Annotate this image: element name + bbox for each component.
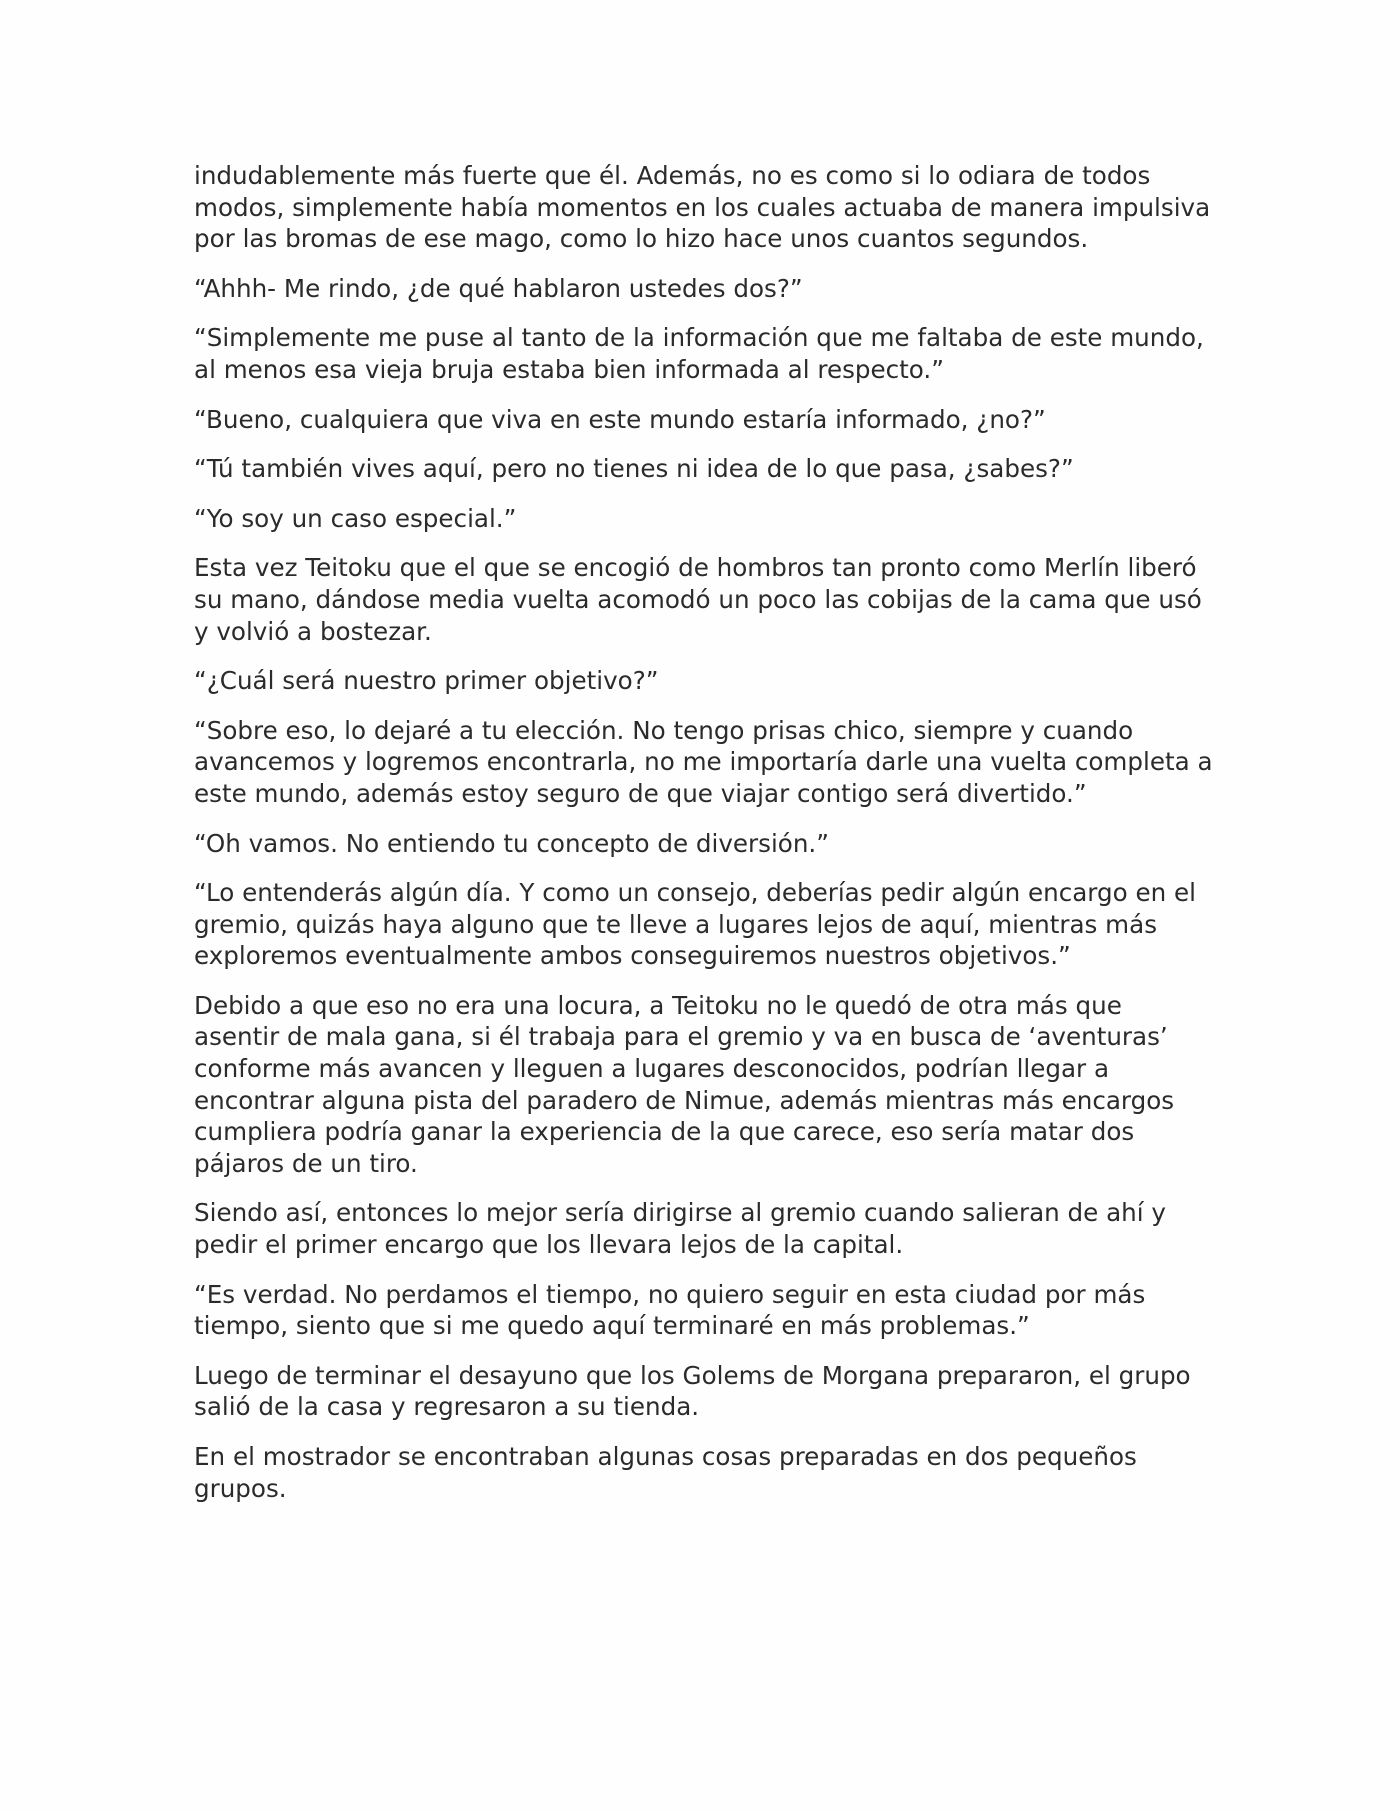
paragraph: “Lo entenderás algún día. Y como un consejo, deberías pedir algún encargo en el gremio, quizás haya alguno que te lleve a lugares lejos de aquí, mientras más exploremos eventualmente ambos conseguiremos nuestros objetivos.” (194, 878, 1196, 971)
paragraph: “Sobre eso, lo dejaré a tu elección. No tengo prisas chico, siempre y cuando avancemos y logremos encontrarla, no me importaría darle una vuelta completa a este mundo, además estoy seguro de que viajar contigo será divertido.” (194, 715, 1213, 808)
paragraph: indudablemente más fuerte que él. Además, no es como si lo odiara de todos modos, simplemente había momentos en los cuales actuaba de manera impulsiva por las bromas de ese mago, como lo hizo hace unos cuantos segundos. (194, 161, 1211, 254)
paragraph: “Yo soy un caso especial.” (194, 503, 517, 533)
paragraph: “¿Cuál será nuestro primer objetivo?” (194, 666, 659, 696)
paragraph: “Ahhh- Me rindo, ¿de qué hablaron ustedes dos?” (194, 273, 803, 303)
paragraph: “Tú también vives aquí, pero no tienes ni idea de lo que pasa, ¿sabes?” (194, 454, 1074, 484)
paragraph: Esta vez Teitoku que el que se encogió de hombros tan pronto como Merlín liberó su mano, dándose media vuelta acomodó un poco las cobijas de la cama que usó y volvió a bostezar. (194, 553, 1202, 646)
paragraph: Luego de terminar el desayuno que los Golems de Morgana prepararon, el grupo salió de la casa y regresaron a su tienda. (194, 1360, 1191, 1422)
paragraph: Debido a que eso no era una locura, a Teitoku no le quedó de otra más que asentir de mala gana, si él trabaja para el gremio y va en busca de ‘aventuras’ conforme más avancen y lleguen a lugares desconocidos, podrían llegar a encontrar alguna pista del paradero de Nimue, además mientras más encargos cumpliera podría ganar la experiencia de la que carece, eso sería matar dos pájaros de un tiro. (194, 990, 1175, 1178)
paragraph: “Simplemente me puse al tanto de la información que me faltaba de este mundo, al menos esa vieja bruja estaba bien informada al respecto.” (194, 323, 1204, 384)
paragraph: “Es verdad. No perdamos el tiempo, no quiero seguir en esta ciudad por más tiempo, siento que si me quedo aquí terminaré en más problemas.” (194, 1279, 1146, 1341)
paragraph: Siendo así, entonces lo mejor sería dirigirse al gremio cuando salieran de ahí y pedir el primer encargo que los llevara lejos de la capital. (194, 1198, 1166, 1260)
document-body (194, 160, 1214, 1522)
paragraph: En el mostrador se encontraban algunas cosas preparadas en dos pequeños grupos. (194, 1442, 1137, 1503)
paragraph: “Bueno, cualquiera que viva en este mundo estaría informado, ¿no?” (194, 404, 1046, 434)
paragraph: “Oh vamos. No entiendo tu concepto de diversión.” (194, 828, 829, 858)
